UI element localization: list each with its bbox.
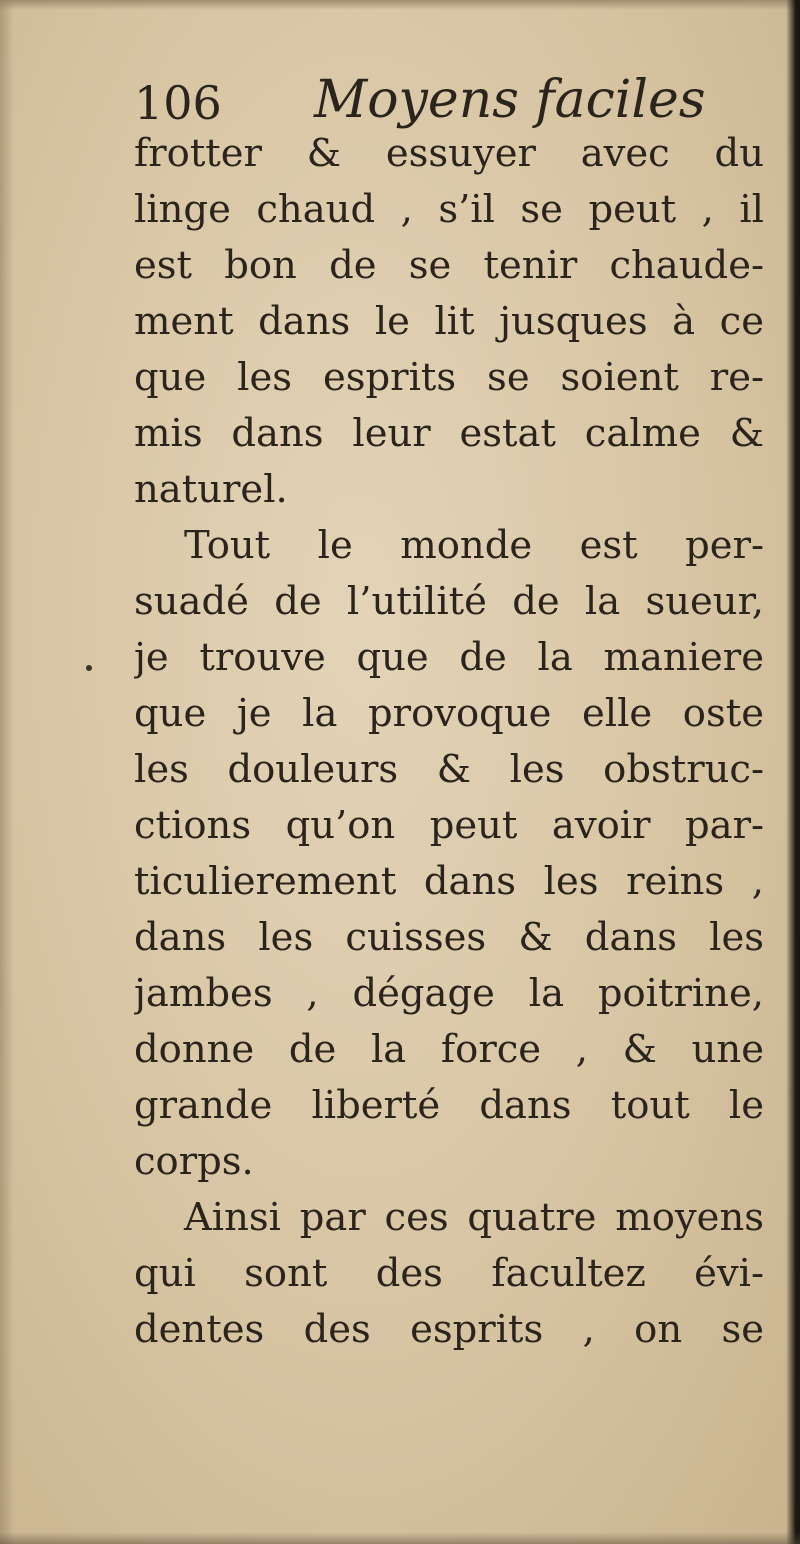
text-line: corps.: [134, 1139, 254, 1184]
text-line: ticulierement dans les reins ,: [134, 859, 764, 904]
text-line: donne de la force , & une: [134, 1027, 764, 1072]
text-line: dentes des esprits , on se: [134, 1307, 764, 1352]
paragraph-start-line: Ainsi par ces quatre moyens: [184, 1195, 764, 1240]
text-line: suadé de l’utilité de la sueur,: [134, 579, 764, 624]
page-bottom-edge: [0, 1532, 800, 1544]
paragraph-start-line: Tout le monde est per-: [184, 523, 764, 568]
page-left-edge: [0, 0, 14, 1544]
page-number: 106: [134, 76, 222, 130]
text-line: ment dans le lit jusques à ce: [134, 299, 764, 344]
page-top-edge: [0, 0, 800, 10]
body-text: [134, 126, 764, 1358]
text-line: dans les cuisses & dans les: [134, 915, 764, 960]
text-line: linge chaud , s’il se peut , il: [134, 187, 764, 232]
text-line: que les esprits se soient re-: [134, 355, 764, 400]
text-line: frotter & essuyer avec du: [134, 131, 764, 176]
text-line: naturel.: [134, 467, 288, 512]
text-line: jambes , dégage la poitrine,: [134, 971, 764, 1016]
ink-speck: [86, 665, 92, 671]
page-header: [134, 70, 764, 134]
text-line: ctions qu’on peut avoir par-: [134, 803, 764, 848]
text-line: que je la provoque elle oste: [134, 691, 764, 736]
text-line: grande liberté dans tout le: [134, 1083, 764, 1128]
text-line: je trouve que de la maniere: [134, 635, 764, 680]
page-right-edge: [786, 0, 800, 1544]
text-line: mis dans leur estat calme &: [134, 411, 764, 456]
text-line: les douleurs & les obstruc-: [134, 747, 764, 792]
text-line: qui sont des facultez évi-: [134, 1251, 764, 1296]
running-title: Moyens faciles: [314, 70, 706, 130]
text-line: est bon de se tenir chaude-: [134, 243, 764, 288]
